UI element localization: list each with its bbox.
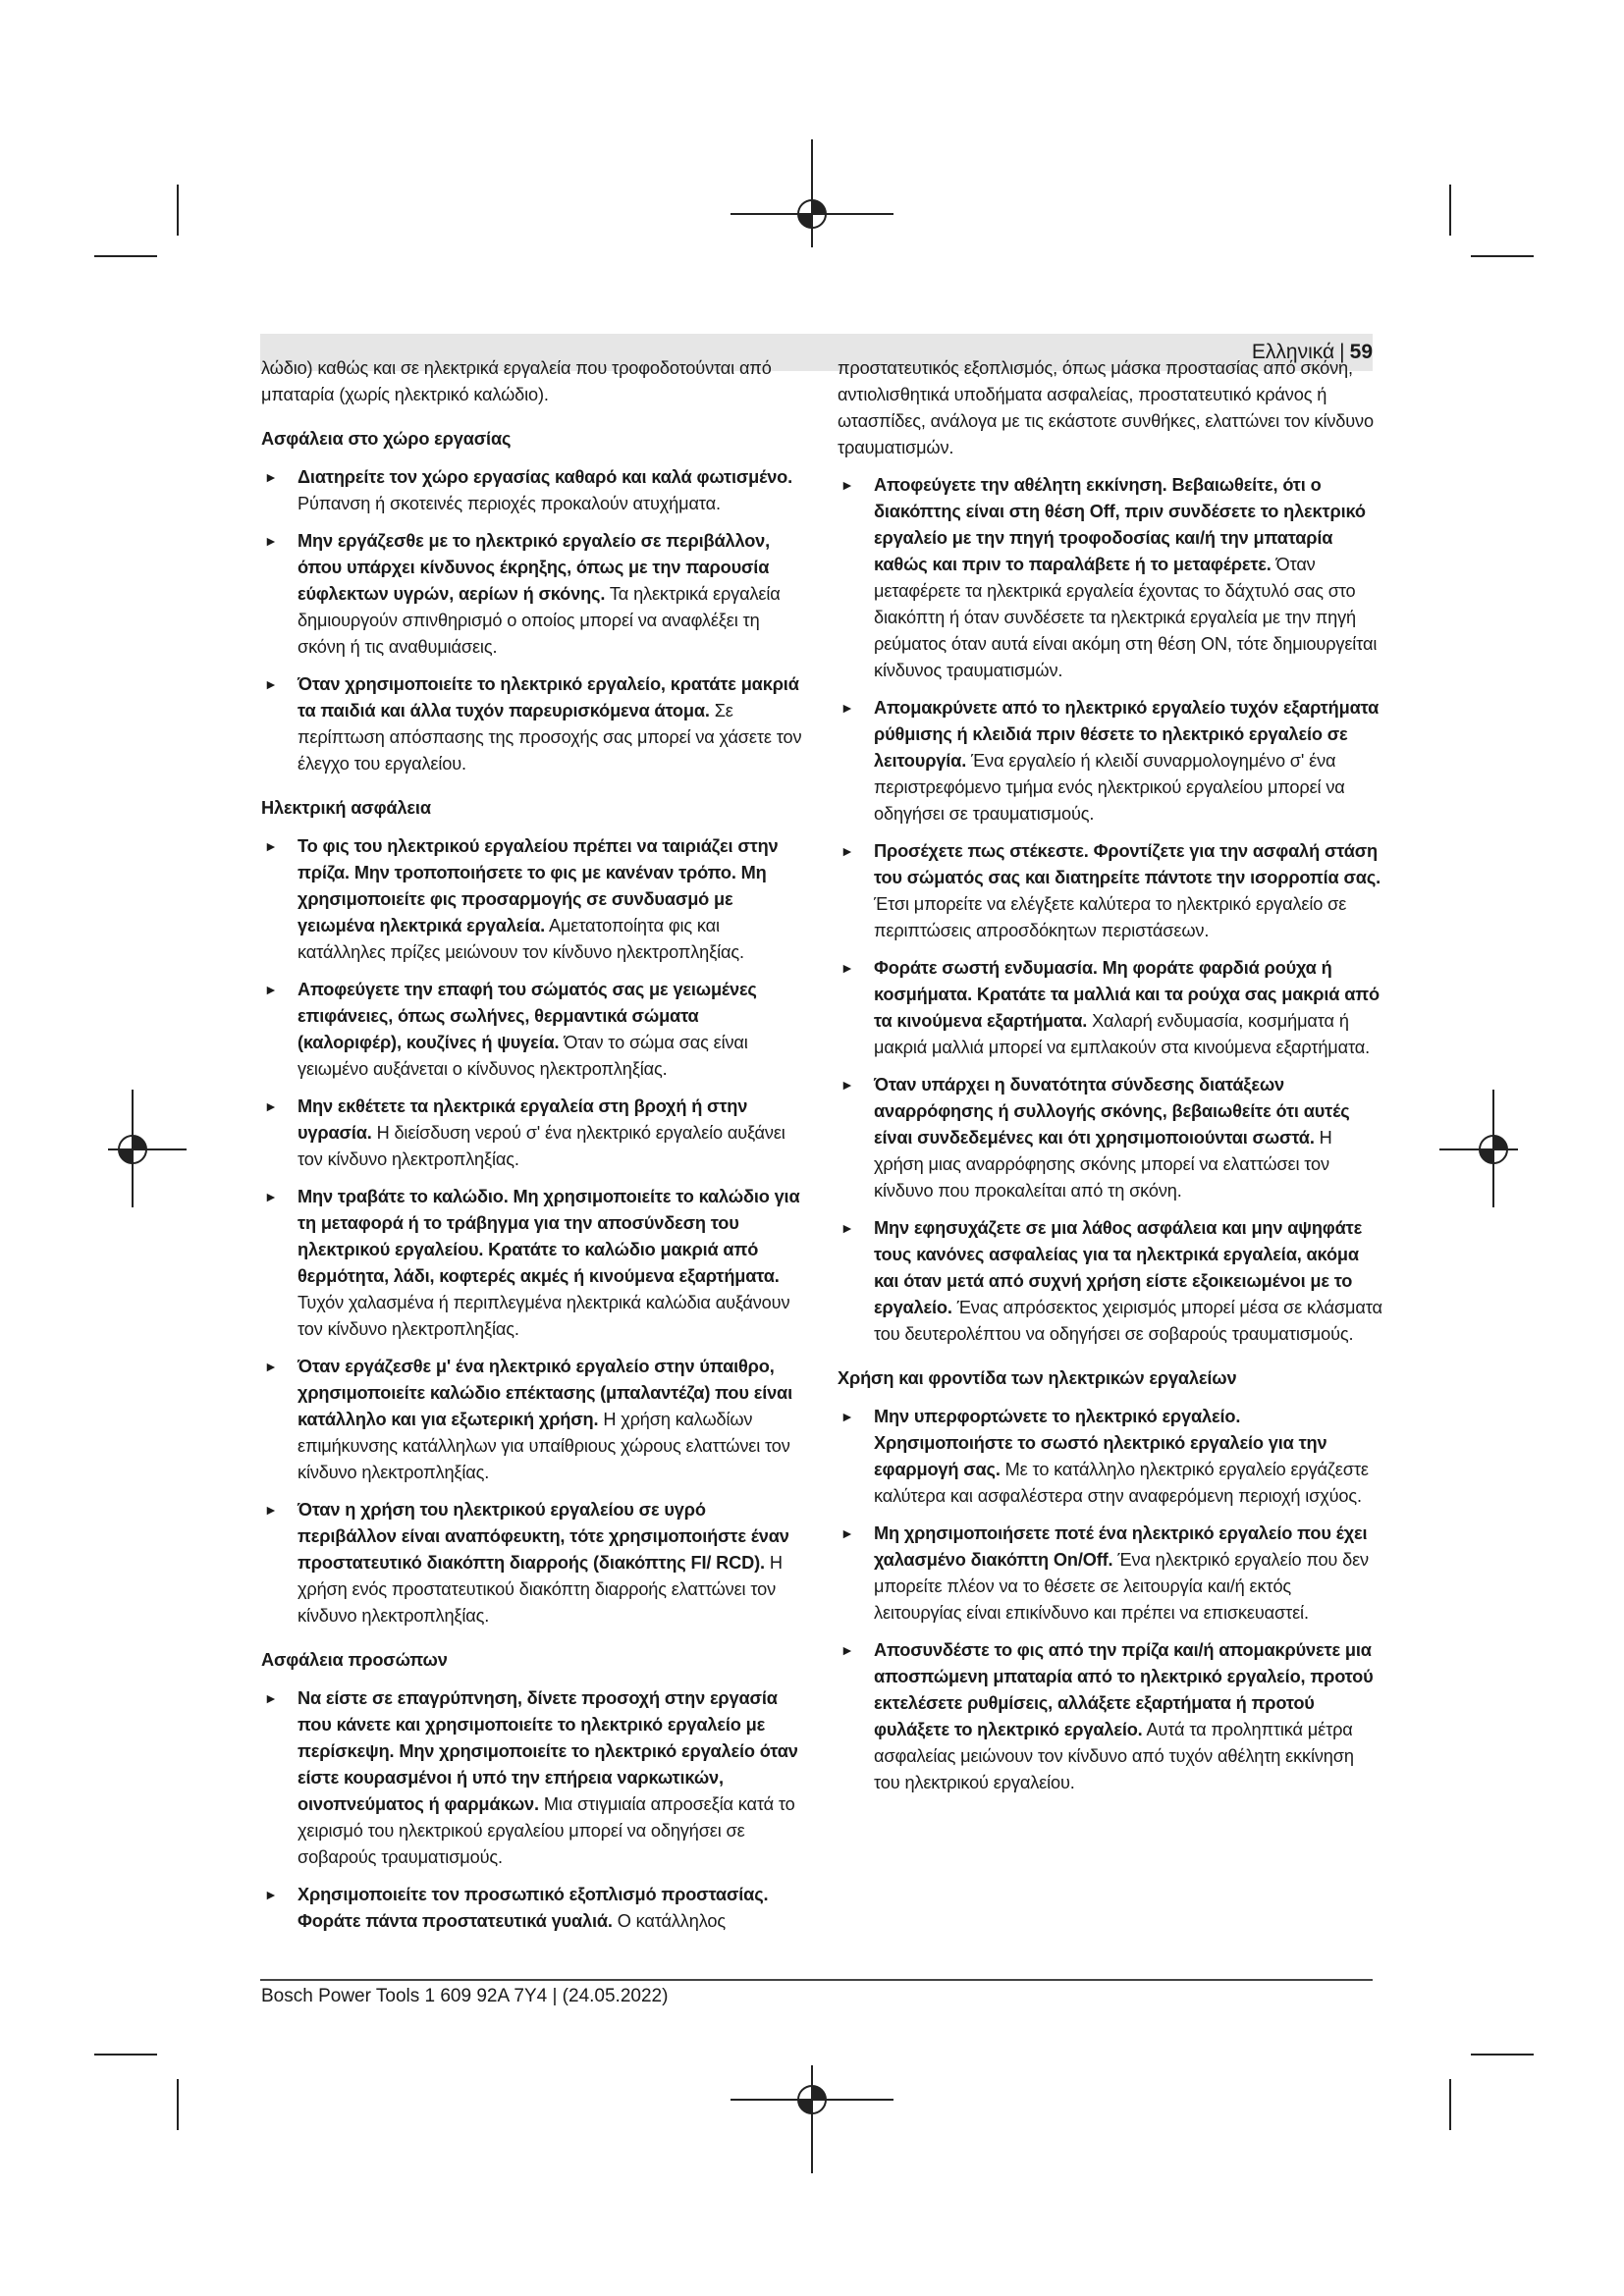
list-item: ► Μην τραβάτε το καλώδιο. Μη χρησιμοποιείτε το καλώδιο για τη μεταφορά ή το τράβηγμα για την αποσύνδεση του ηλεκτρικού εργαλείου. Κρατάτε το καλώδιο μακριά από θερμότητα, λάδι, κοφτερές ακμές ή κινούμενα εξαρτήματα. Τυχόν χαλασμένα ή περιπλεγμένα ηλεκτρικά καλώδια αυξάνουν τον κίνδυνο ηλεκτροπληξίας. [261, 1184, 806, 1343]
list-item: ► Να είστε σε επαγρύπνηση, δίνετε προσοχή στην εργασία που κάνετε και χρησιμοποιείτε το ηλεκτρικό εργαλείο με περίσκεψη. Μην χρησιμοποιείτε το ηλεκτρικό εργαλείο όταν είστε κουρασμένοι ή υπό την επήρεια ναρκωτικών, οινοπνεύματος ή φαρμάκων. Μια στιγμιαία απροσεξία κατά το χειρισμό του ηλεκτρικού εργαλείου μπορεί να οδηγήσει σε σοβαρούς τραυματισμούς. [261, 1685, 806, 1871]
bullet-icon: ► [840, 960, 854, 976]
bullet-icon: ► [840, 1525, 854, 1541]
crop-mark-bottom-right-horizontal [1471, 2054, 1534, 2056]
header-separator: | [1339, 341, 1345, 363]
crop-mark-top-right-horizontal [1471, 255, 1534, 257]
register-line-top-vertical [811, 139, 813, 247]
bullet-icon: ► [264, 469, 278, 485]
crop-mark-bottom-left-horizontal [94, 2054, 157, 2056]
left-column [261, 355, 806, 1946]
list-item: ► Μην εφησυχάζετε σε μια λάθος ασφάλεια και μην αψηφάτε τους κανόνες ασφαλείας για τα ηλεκτρικά εργαλεία, ακόμα και όταν μετά από συχνή χρήση είστε εξοικειωμένοι με το εργαλείο. Ένας απρόσεκτος χειρισμός μπορεί μέσα σε κλάσματα του δευτερολέπτου να οδηγήσει σε σοβαρούς τραυματισμούς. [838, 1215, 1382, 1348]
bullet-icon: ► [840, 843, 854, 859]
bullet-icon: ► [840, 700, 854, 716]
crop-mark-bottom-right-vertical [1449, 2079, 1451, 2130]
right-intro-paragraph: προστατευτικός εξοπλισμός, όπως μάσκα προστασίας από σκόνη, αντιολισθητικά υποδήματα ασφαλείας, προστατευτικό κράνος ή ωτασπίδες, ανάλογα με τις εκάστοτε συνθήκες, ελαττώνει τον κίνδυνο τραυματισμών. [838, 358, 1374, 457]
registration-mark-top-icon [795, 197, 829, 231]
crop-mark-top-left-vertical [177, 185, 179, 236]
list-item: ► Χρησιμοποιείτε τον προσωπικό εξοπλισμό προστασίας. Φοράτε πάντα προστατευτικά γυαλιά. Ο κατάλληλος [261, 1882, 806, 1935]
list-item: ► Όταν χρησιμοποιείτε το ηλεκτρικό εργαλείο, κρατάτε μακριά τα παιδιά και άλλα τυχόν παρευρισκόμενα άτομα. Σε περίπτωση απόσπασης της προσοχής σας μπορεί να χάσετε τον έλεγχο του εργαλείου. [261, 671, 806, 777]
heading-work-area-safety: Ασφάλεια στο χώρο εργασίας [261, 429, 512, 449]
page-number: 59 [1349, 341, 1373, 363]
footer-rule [260, 1979, 1373, 1981]
list-item: ► Μην εκθέτετε τα ηλεκτρικά εργαλεία στη βροχή ή στην υγρασία. Η διείσδυση νερού σ' ένα ηλεκτρικό εργαλείο αυξάνει τον κίνδυνο ηλεκτροπληξίας. [261, 1094, 806, 1173]
bullet-icon: ► [264, 1359, 278, 1374]
bullet-icon: ► [264, 533, 278, 549]
bullet-icon: ► [840, 1409, 854, 1424]
bullet-icon: ► [264, 1502, 278, 1518]
list-item: ► Μη χρησιμοποιήσετε ποτέ ένα ηλεκτρικό εργαλείο που έχει χαλασμένο διακόπτη On/Off. Ένα ηλεκτρικό εργαλείο που δεν μπορείτε πλέον να το θέσετε σε λειτουργία και/ή εκτός λειτουργίας είναι επικίνδυνο και πρέπει να επισκευαστεί. [838, 1521, 1382, 1627]
bullet-icon: ► [264, 982, 278, 997]
bullet-icon: ► [264, 1690, 278, 1706]
list-item: ► Αποφεύγετε την επαφή του σώματός σας με γειωμένες επιφάνειες, όπως σωλήνες, θερμαντικά σώματα (καλοριφέρ), κουζίνες ή ψυγεία. Όταν το σώμα σας είναι γειωμένο αυξάνεται ο κίνδυνος ηλεκτροπληξίας. [261, 977, 806, 1083]
list-item: ► Μην υπερφορτώνετε το ηλεκτρικό εργαλείο. Χρησιμοποιήστε το σωστό ηλεκτρικό εργαλείο για την εφαρμογή σας. Με το κατάλληλο ηλεκτρικό εργαλείο εργάζεστε καλύτερα και ασφαλέστερα στην αναφερόμενη περιοχή ισχύος. [838, 1404, 1382, 1510]
crop-mark-top-right-vertical [1449, 185, 1451, 236]
list-item: ► Αποφεύγετε την αθέλητη εκκίνηση. Βεβαιωθείτε, ότι ο διακόπτης είναι στη θέση Off, πριν συνδέσετε το ηλεκτρικό εργαλείο με την πηγή τροφοδοσίας και/ή την μπαταρία καθώς και πριν το παραλάβετε ή το μεταφέρετε. Όταν μεταφέρετε τα ηλεκτρικά εργαλεία έχοντας το δάχτυλό σας στο διακόπτη ή όταν συνδέσετε τα ηλεκτρικά εργαλεία με την πηγή ρεύματος όταν αυτά είναι ακόμη στη θέση ON, τότε δημιουργείται κίνδυνος τραυματισμών. [838, 472, 1382, 684]
list-item: ► Απομακρύνετε από το ηλεκτρικό εργαλείο τυχόν εξαρτήματα ρύθμισης ή κλειδιά πριν θέσετε το ηλεκτρικό εργαλείο σε λειτουργία. Ένα εργαλείο ή κλειδί συναρμολογημένο σ' ένα περιστρεφόμενο τμήμα ενός ηλεκτρικού εργαλείου μπορεί να οδηγήσει σε τραυματισμούς. [838, 695, 1382, 828]
bullet-icon: ► [840, 477, 854, 493]
list-item: ► Μην εργάζεσθε με το ηλεκτρικό εργαλείο σε περιβάλλον, όπου υπάρχει κίνδυνος έκρηξης, όπως με την παρουσία εύφλεκτων υγρών, αερίων ή σκόνης. Τα ηλεκτρικά εργαλεία δημιουργούν σπινθηρισμό ο οποίος μπορεί να αναφλέξει τη σκόνη ή τις αναθυμιάσεις. [261, 528, 806, 661]
heading-use-and-care: Χρήση και φροντίδα των ηλεκτρικών εργαλείων [838, 1368, 1237, 1388]
page-footer: Bosch Power Tools 1 609 92A 7Y4 | (24.05.2022) [261, 1986, 669, 2006]
bullet-icon: ► [264, 1189, 278, 1204]
registration-mark-bottom-icon [795, 2083, 829, 2116]
bullet-icon: ► [264, 1887, 278, 1902]
crop-mark-bottom-left-vertical [177, 2079, 179, 2130]
bullet-icon: ► [840, 1077, 854, 1093]
heading-electrical-safety: Ηλεκτρική ασφάλεια [261, 798, 431, 818]
bullet-icon: ► [264, 1098, 278, 1114]
left-intro-paragraph: λώδιο) καθώς και σε ηλεκτρικά εργαλεία που τροφοδοτούνται από μπαταρία (χωρίς ηλεκτρικό καλώδιο). [261, 358, 772, 404]
list-item: ► Όταν υπάρχει η δυνατότητα σύνδεσης διατάξεων αναρρόφησης ή συλλογής σκόνης, βεβαιωθείτε ότι αυτές είναι συνδεδεμένες και ότι χρησιμοποιούνται σωστά. Η χρήση μιας αναρρόφησης σκόνης μπορεί να ελαττώσει τον κίνδυνο που προκαλείται από τη σκόνη. [838, 1072, 1382, 1204]
registration-mark-right-icon [1477, 1133, 1510, 1166]
bullet-icon: ► [840, 1220, 854, 1236]
list-item: ► Φοράτε σωστή ενδυμασία. Μη φοράτε φαρδιά ρούχα ή κοσμήματα. Κρατάτε τα μαλλιά και τα ρούχα σας μακριά από τα κινούμενα εξαρτήματα. Χαλαρή ενδυμασία, κοσμήματα ή μακριά μαλλιά μπορεί να εμπλακούν στα κινούμενα εξαρτήματα. [838, 955, 1382, 1061]
list-item: ► Αποσυνδέστε το φις από την πρίζα και/ή απομακρύνετε μια αποσπώμενη μπαταρία από το ηλεκτρικό εργαλείο, προτού εκτελέσετε ρυθμίσεις, αλλάξετε εξαρτήματα ή προτού φυλάξετε το ηλεκτρικό εργαλείο. Αυτά τα προληπτικά μέτρα ασφαλείας μειώνουν τον κίνδυνο από τυχόν αθέλητη εκκίνηση του ηλεκτρικού εργαλείου. [838, 1637, 1382, 1796]
list-item: ► Όταν εργάζεσθε μ' ένα ηλεκτρικό εργαλείο στην ύπαιθρο, χρησιμοποιείτε καλώδιο επέκτασης (μπαλαντέζα) που είναι κατάλληλο και για εξωτερική χρήση. Η χρήση καλωδίων επιμήκυνσης κατάλληλων για υπαίθριους χώρους ελαττώνει τον κίνδυνο ηλεκτροπληξίας. [261, 1354, 806, 1486]
heading-personal-safety: Ασφάλεια προσώπων [261, 1650, 448, 1670]
header-section: Ελληνικά [1251, 341, 1335, 363]
right-column [838, 355, 1382, 1807]
list-item: ► Προσέχετε πως στέκεστε. Φροντίζετε για την ασφαλή στάση του σώματός σας και διατηρείτε πάντοτε την ισορροπία σας. Έτσι μπορείτε να ελέγξετε καλύτερα το ηλεκτρικό εργαλείο σε περιπτώσεις απροσδόκητων περιστάσεων. [838, 838, 1382, 944]
bullet-icon: ► [840, 1642, 854, 1658]
crop-mark-top-left-horizontal [94, 255, 157, 257]
bullet-icon: ► [264, 676, 278, 692]
list-item: ► Διατηρείτε τον χώρο εργασίας καθαρό και καλά φωτισμένο. Ρύπανση ή σκοτεινές περιοχές προκαλούν ατυχήματα. [261, 464, 806, 517]
register-line-bottom-vertical [811, 2065, 813, 2173]
registration-mark-left-icon [116, 1133, 149, 1166]
list-item: ► Το φις του ηλεκτρικού εργαλείου πρέπει να ταιριάζει στην πρίζα. Μην τροποποιήσετε το φις με κανέναν τρόπο. Μη χρησιμοποιείτε φις προσαρμογής σε συνδυασμό με γειωμένα ηλεκτρικά εργαλεία. Αμετατοποίητα φις και κατάλληλες πρίζες μειώνουν τον κίνδυνο ηλεκτροπληξίας. [261, 833, 806, 966]
bullet-icon: ► [264, 838, 278, 854]
list-item: ► Όταν η χρήση του ηλεκτρικού εργαλείου σε υγρό περιβάλλον είναι αναπόφευκτη, τότε χρησιμοποιήστε έναν προστατευτικό διακόπτη διαρροής (διακόπτης FI/ RCD). Η χρήση ενός προστατευτικού διακόπτη διαρροής ελαττώνει τον κίνδυνο ηλεκτροπληξίας. [261, 1497, 806, 1629]
